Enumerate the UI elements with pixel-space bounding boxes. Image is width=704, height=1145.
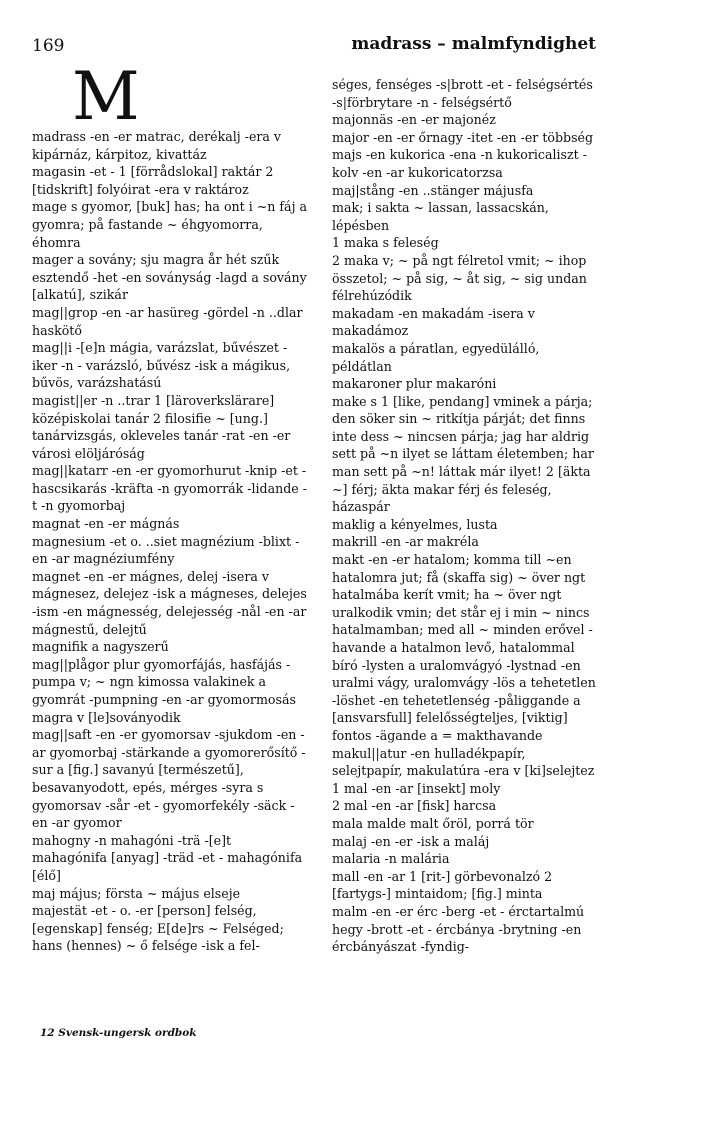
dictionary-entry: magnat -en -er mágnás [32, 516, 180, 532]
dictionary-entry: mager a sovány; sju magra år hét szűk esztendő -het -en soványság -lagd a sovány [alkatú], szikár [32, 252, 307, 303]
dictionary-entry: makrill -en -ar makréla [332, 534, 479, 550]
dictionary-entry: madrass -en -er matrac, derékalj -era v kipárnáz, kárpitoz, kivattáz [32, 129, 282, 162]
dictionary-entry: magra v [le]soványodik [32, 709, 181, 725]
dictionary-entry: makaroner plur makaróni [332, 376, 497, 392]
dictionary-entry: 2 mal -en -ar [fisk] harcsa [332, 798, 497, 814]
dictionary-entry: magnet -en -er mágnes, delej -isera v mágnesez, delejez -isk a mágneses, delejes -ism -en mágnesség, delejesség -nål -en -ar mágnestű, delejtű [32, 568, 307, 637]
dictionary-entry: mag||katarr -en -er gyomorhurut -knip -et - hascsikarás -kräfta -n gyomorrák -lidande -t -n gyomorbaj [32, 463, 308, 514]
dictionary-entry: malaria -n malária [332, 851, 450, 867]
dictionary-entry: majestät -et - o. -er [person] felség, [egenskap] fenség; E[de]rs ~ Felséged; hans (hennes) ~ ő felsége -isk a fel- [32, 903, 284, 954]
dictionary-entry: magnifik a nagyszerű [32, 639, 169, 655]
dictionary-entry: major -en -er őrnagy -itet -en -er többség [332, 129, 594, 145]
dictionary-entry: mag||plågor plur gyomorfájás, hasfájás -pumpa v; ~ ngn kimossa valakinek a gyomrát -pumpning -en -ar gyomormosás [32, 656, 296, 707]
dictionary-entry: mak; i sakta ~ lassan, lassacskán, lépésben [332, 200, 549, 233]
dictionary-entry: makul||atur -en hulladékpapír, selejtpapír, makulatúra -era v [ki]selejtez [332, 745, 595, 779]
dictionary-entry: mage s gyomor, [buk] has; ha ont i ~n fáj a gyomra; på fastande ~ éhgyomorra, éhomra [32, 199, 307, 250]
right-column [332, 76, 598, 956]
page-number: 169 [32, 36, 65, 56]
dictionary-entry: majs -en kukorica -ena -n kukoricaliszt -kolv -en -ar kukoricatorzsa [332, 147, 587, 180]
dictionary-entry: make s 1 [like, pendang] vminek a párja; den söker sin ~ ritkítja párját; det finns inte dess ~ nincsen párja; jag har aldrig sett på ~n ilyet se láttam életemben; har man sett på ~n! láttak már ilyet! 2 [äkta ~] férj; äkta makar férj és feleség, házaspár [332, 393, 594, 515]
dictionary-entry: mahogny -n mahagóni -trä -[e]t mahagónifa [anyag] -träd -et - mahagónifa [élő] [32, 832, 303, 883]
dictionary-entry: 1 mal -en -ar [insekt] moly [332, 780, 501, 796]
dictionary-entry: mala malde malt őröl, porrá tör [332, 815, 534, 831]
dictionary-entry: magasin -et - 1 [förrådslokal] raktár 2 [tidskrift] folyóirat -era v raktároz [32, 164, 274, 197]
dictionary-entry: maklig a kényelmes, lusta [332, 516, 498, 532]
running-head: madrass – malmfyndighet [351, 34, 596, 54]
dictionary-entry: mall -en -ar 1 [rit-] görbevonalzó 2 [fartygs-] mintaidom; [fig.] minta [332, 868, 553, 902]
footer-signature: 12 Svensk-ungersk ordbok [40, 1027, 197, 1039]
dictionary-entry: malm -en -er érc -berg -et - érctartalmú hegy -brott -et - ércbánya -brytning -en ércbányászat -fyndig- [332, 903, 585, 955]
dictionary-entry: makt -en -er hatalom; komma till ~en hatalomra jut; få (skaffa sig) ~ över ngt hatalmába kerít vmit; ha ~ över ngt uralkodik vmin; det står ej i min ~ nincs hatalmamban; med all ~ minden erővel -havande a hatalmon levő, hatalommal bíró -lysten a uralomvágyó -lystnad -en uralmi vágy, uralomvágy -lös a tehetetlen -löshet -en tehetetlenség -påliggande a [ansvarsfull] felelősségteljes, [viktig] fontos -ägande a = makthavande [332, 552, 596, 743]
section-letter: M [72, 58, 140, 135]
dictionary-entry: malaj -en -er -isk a maláj [332, 833, 490, 849]
dictionary-entry: maj május; första ~ május elseje [32, 885, 241, 901]
dictionary-entry: makalös a páratlan, egyedülálló, példátlan [332, 340, 540, 374]
left-column [32, 128, 308, 955]
dictionary-entry: 1 maka s feleség [332, 235, 439, 251]
dictionary-entry: mag||i -[e]n mágia, varázslat, bűvészet -iker -n - varázsló, bűvész -isk a mágikus, bűvös, varázshatású [32, 340, 291, 391]
dictionary-entry: makadam -en makadám -isera v makadámoz [332, 305, 535, 339]
dictionary-entry: mag||saft -en -er gyomorsav -sjukdom -en -ar gyomorbaj -stärkande a gyomorerősítő -sur a [fig.] savanyú [természetű], besavanyodott, epés, mérges -syra s gyomorsav -sår -et - gyomorfekély -säck -en -ar gyomor [32, 727, 306, 831]
dictionary-entry: séges, fenséges -s|brott -et - felségsértés -s|förbrytare -n - felségsértő [332, 77, 593, 110]
dictionary-entry: mag||grop -en -ar hasüreg -gördel -n ..dlar haskötő [32, 304, 303, 338]
dictionary-entry: 2 maka v; ~ på ngt félretol vmit; ~ ihop összetol; ~ på sig, ~ åt sig, ~ sig undan félrehúzódik [332, 252, 587, 304]
dictionary-entry: magist||er -n ..trar 1 [läroverkslärare] középiskolai tanár 2 filosifie ~ [ung.] tanárvizsgás, okleveles tanár -rat -en -er városi elöljáróság [32, 392, 291, 461]
dictionary-entry: maj|stång -en ..stänger májusfa [332, 182, 534, 198]
dictionary-entry: majonnäs -en -er majonéz [332, 112, 496, 128]
dictionary-entry: magnesium -et o. ..siet magnézium -blixt -en -ar magnéziumfény [32, 533, 300, 567]
